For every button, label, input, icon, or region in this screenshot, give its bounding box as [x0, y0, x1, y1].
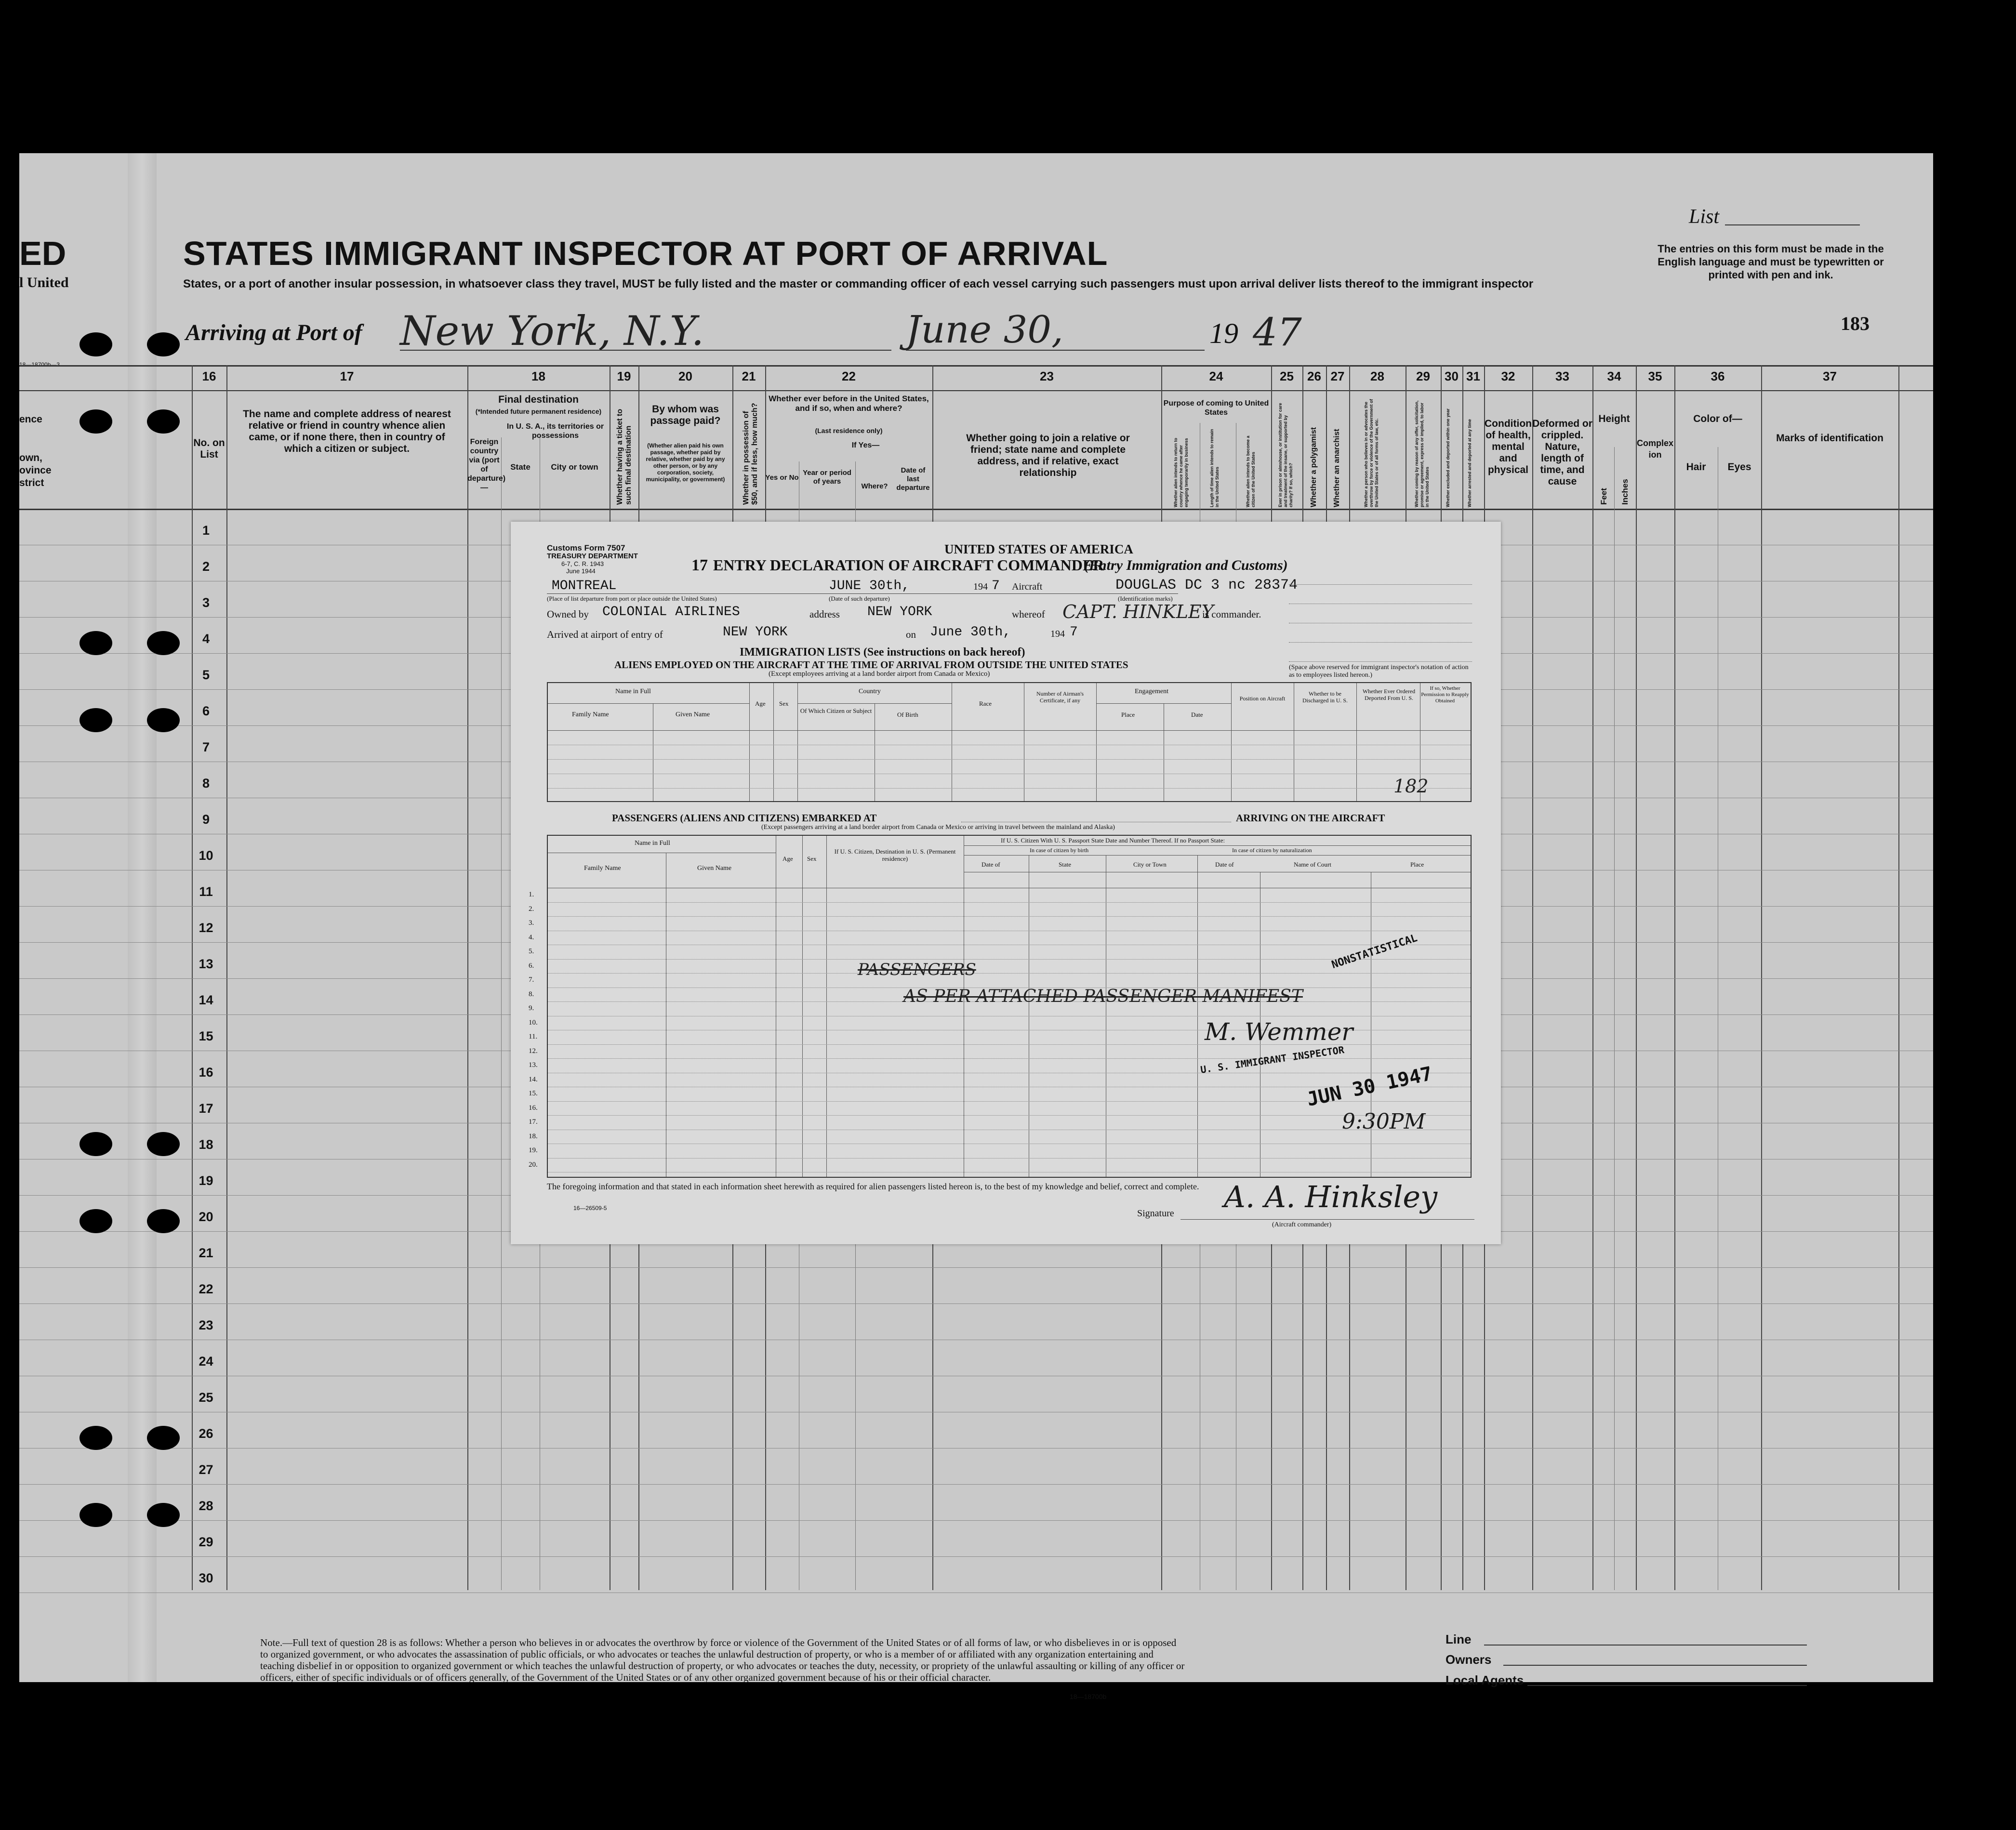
row-number: 27: [199, 1462, 213, 1477]
on-label: on: [906, 629, 916, 640]
table-row: [19, 1303, 1933, 1304]
col-divider: [1898, 365, 1899, 1590]
signature-caption: (Aircraft commander): [1272, 1221, 1332, 1228]
crew-permission-header: If so, Whether Permission to Reapply Obtained: [1421, 685, 1469, 704]
owners-label: Owners: [1446, 1652, 1492, 1667]
crew-row-line: [797, 703, 952, 704]
row-number: 15: [199, 1029, 213, 1043]
passenger-line-number: 6.: [529, 961, 534, 970]
crew-entry-line: [548, 759, 1471, 760]
date-handwritten: June 30,: [906, 308, 1063, 352]
header-bottom-border: [19, 509, 1933, 510]
arrived-date: June 30th,: [930, 625, 1011, 640]
colnum-36: 36: [1711, 369, 1725, 383]
colnum-35: 35: [1648, 369, 1662, 383]
nonstatistical-stamp: NONSTATISTICAL: [1330, 932, 1419, 972]
row-number: 20: [199, 1210, 213, 1224]
crossed-manifest-text: AS PER ATTACHED PASSENGER MANIFEST: [903, 987, 1303, 1006]
crew-table: [547, 682, 1472, 802]
pass-sex-header: Sex: [807, 855, 817, 862]
row-number: 29: [199, 1535, 213, 1549]
header-col35: Complexion: [1636, 438, 1674, 460]
row-number: 11: [199, 884, 213, 899]
pass-row-line: [964, 845, 1471, 846]
line-underline: [1484, 1645, 1807, 1646]
year-handwritten: 47: [1253, 310, 1302, 355]
crew-birth-header: Of Birth: [897, 711, 918, 718]
pass-col-line: [802, 836, 803, 1177]
subcol-divider: [1614, 447, 1615, 1590]
row-number: 30: [199, 1571, 213, 1585]
header-col22-date: Date of last departure: [896, 466, 930, 492]
arriving-on-aircraft: ARRIVING ON THE AIRCRAFT: [1236, 812, 1385, 824]
header-col34-title: Height: [1598, 413, 1630, 424]
aircraft-ident: DOUGLAS DC 3 nc 28374: [1115, 577, 1298, 593]
header-col19: Whether having a ticket to such final destination: [616, 408, 633, 505]
pass-state-header: State: [1059, 861, 1071, 868]
signature-label: Signature: [1137, 1208, 1174, 1219]
crew-discharged-header: Whether to be Discharged in U. S.: [1302, 690, 1348, 704]
left-fragment: ence: [19, 414, 42, 425]
row-number: 5: [202, 668, 210, 682]
header-col23: Whether going to join a relative or friend; state name and complete address, and if relative, exact relationship: [966, 433, 1130, 478]
passengers-except-note: (Except passengers arriving at a land border airport from Canada or Mexico or arriving in travel between the mainland and Alaska): [761, 824, 1115, 831]
pass-age-header: Age: [783, 855, 793, 862]
passengers-title: PASSENGERS (ALIENS AND CITIZENS) EMBARKED AT: [612, 812, 877, 824]
pass-date-nat-header: Date of: [1215, 861, 1234, 868]
colnum-33: 33: [1555, 369, 1569, 383]
table-row: [19, 1556, 1933, 1557]
form-title-number: 17: [691, 556, 708, 574]
pass-destination-header: If U. S. Citizen, Destination in U. S. (Permanent residence): [834, 848, 956, 862]
row-number: 17: [199, 1101, 213, 1116]
owned-label: Owned by: [547, 608, 589, 620]
row-number: 24: [199, 1354, 213, 1369]
table-row: [19, 1267, 1933, 1268]
crew-entry-line: [548, 788, 1471, 789]
pass-date-birth-header: Date of: [981, 861, 1000, 868]
passenger-line-number: 20.: [529, 1160, 538, 1169]
header-col20-title: By whom was passage paid?: [650, 404, 721, 426]
punch-hole: [147, 631, 180, 655]
departure-year-prefix: 194: [973, 581, 988, 592]
passenger-line-number: 11.: [529, 1033, 538, 1040]
time-handwritten: 9:30PM: [1342, 1109, 1426, 1134]
header-col26: Whether a polygamist: [1310, 427, 1318, 507]
passenger-line-number: 10.: [529, 1018, 538, 1027]
crew-date-header: Date: [1191, 711, 1203, 718]
colnum-22: 22: [842, 369, 856, 383]
passenger-line-number: 13.: [529, 1061, 538, 1069]
aircraft-declaration-form: [511, 522, 1501, 1244]
header-no-on-list: No. on List: [193, 437, 225, 460]
header-col22-yesno: Yes or No: [765, 474, 799, 482]
crew-col-line: [797, 683, 798, 801]
agents-underline: [1527, 1685, 1807, 1686]
colnum-21: 21: [742, 369, 756, 383]
colnum-27: 27: [1330, 369, 1345, 383]
row-number: 18: [199, 1137, 213, 1152]
instructions-text: The entries on this form must be made in the English language and must be typewritten or printed with pen and ink.: [1658, 243, 1884, 281]
crew-row-line: [1096, 703, 1231, 704]
colnum-37: 37: [1823, 369, 1837, 383]
header-col22-title: Whether ever before in the United States, and if so, when and where?: [769, 394, 929, 413]
pass-given-header: Given Name: [697, 865, 732, 872]
crew-citizen-header: Of Which Citizen or Subject: [800, 707, 872, 714]
form-title: ENTRY DECLARATION OF AIRCRAFT COMMANDER: [713, 556, 1104, 574]
header-col34-feet: Feet: [1599, 488, 1608, 505]
header-col34-inches: Inches: [1620, 479, 1630, 505]
arrived-year-prefix: 194: [1050, 629, 1065, 639]
passenger-entry-line: [548, 973, 1471, 974]
passenger-line-number: 19.: [529, 1146, 538, 1154]
punch-hole: [80, 1132, 112, 1156]
passenger-line-number: 9.: [529, 1004, 534, 1012]
passenger-table: [529, 835, 1472, 1178]
inspector-stamp: U. S. IMMIGRANT INSPECTOR: [1199, 1044, 1345, 1076]
row-number: 3: [202, 595, 210, 610]
year-prefix: 19: [1209, 317, 1238, 349]
row-number: 26: [199, 1426, 213, 1441]
owner-name: COLONIAL AIRLINES: [602, 605, 740, 619]
passenger-line-number: 15.: [529, 1090, 538, 1097]
space-reserved-note: (Space above reserved for immigrant inspector's notation of action as to employees listed hereon.): [1289, 664, 1469, 679]
colnum-17: 17: [340, 369, 354, 383]
crew-count-handwritten: 182: [1393, 776, 1429, 797]
punch-hole: [147, 1503, 180, 1527]
immigration-lists-title: IMMIGRATION LISTS (See instructions on back hereof): [740, 646, 1025, 658]
header-col17: The name and complete address of nearest relative or friend in country whence alien came, or if none there, then in country of which a citizen or subject.: [243, 408, 451, 454]
colnum-30: 30: [1445, 369, 1459, 383]
is-commander: is commander.: [1202, 608, 1261, 620]
crew-country-header: Country: [859, 688, 881, 695]
header-col18-city: City or town: [551, 462, 598, 472]
punch-hole: [147, 1209, 180, 1233]
arrived-airport: NEW YORK: [723, 625, 788, 640]
punch-hole: [80, 409, 112, 434]
subcol-divider: [501, 437, 502, 1590]
crew-place-header: Place: [1121, 711, 1135, 718]
passenger-entry-line: [548, 1158, 1471, 1159]
form-line: [547, 593, 1178, 594]
header-col18-state: State: [510, 462, 531, 472]
list-label: List: [1689, 206, 1720, 228]
header-col22-year: Year or period of years: [803, 469, 851, 486]
pass-family-header: Family Name: [584, 865, 621, 872]
passenger-line-number: 8.: [529, 990, 534, 998]
arrived-year: 7: [1070, 625, 1078, 640]
header-col36-title: Color of—: [1693, 413, 1742, 424]
header-col32: Condition of health, mental and physical: [1485, 418, 1532, 475]
date-underline: [906, 350, 1205, 351]
notation-line: [1289, 642, 1472, 643]
colnum-25: 25: [1280, 369, 1294, 383]
arriving-label: Arriving at Port of: [186, 320, 362, 345]
header-col29: Whether coming by reason of any offer, solicitation, promise or agreement, express or implied, to labor in the United States: [1414, 400, 1430, 507]
crew-row-line: [548, 703, 749, 704]
aliens-except-note: (Except employees arriving at a land border airport from Canada or Mexico): [769, 670, 990, 678]
colnum-20: 20: [678, 369, 692, 383]
col-divider: [1761, 365, 1762, 1590]
crew-col-line: [1356, 683, 1357, 801]
crew-name-header: Name in Full: [615, 688, 651, 695]
row-number: 16: [199, 1065, 213, 1080]
port-handwritten: New York, N.Y.: [400, 307, 704, 355]
header-col18-usa: In U. S. A., its territories or possessions: [506, 422, 604, 440]
row-number: 25: [199, 1390, 213, 1405]
header-col22-where: Where?: [861, 482, 888, 490]
declaration-text: The foregoing information and that stated in each information sheet herewith as required for alien passengers listed hereon is, to the best of my knowledge and belief, correct and complete.: [547, 1182, 1199, 1191]
punch-hole: [80, 332, 112, 356]
header-col24-c: Whether alien intends to become a citizen of the United States: [1246, 435, 1256, 507]
row-number: 28: [199, 1499, 213, 1513]
row-number: 9: [202, 812, 210, 827]
header-col24-b: Length of time alien intends to remain in the United States: [1209, 429, 1220, 507]
punch-hole: [80, 631, 112, 655]
left-fragment: ovince: [19, 465, 52, 476]
header-col25: Ever in prison or almshouse, or institution for care and treatment of the insane, or supported by charity? If so, which?: [1278, 403, 1293, 507]
pass-by-nat-header: In case of citizen by naturalization: [1232, 847, 1312, 854]
passenger-line-number: 1.: [529, 891, 534, 898]
passenger-entry-line: [548, 916, 1471, 917]
header-col18-title: Final destination: [498, 394, 579, 405]
list-line: [1725, 224, 1860, 225]
row-number: 8: [202, 776, 210, 790]
header-col22-note: (Last residence only): [815, 427, 883, 434]
notation-line: [1289, 584, 1472, 585]
port-underline: [400, 350, 891, 351]
header-col28: Whether a person who believes in or advocates the overthrow by force or violence of the Government of the United States or of all forms of law, etc.: [1364, 399, 1379, 507]
crew-sex-header: Sex: [779, 700, 789, 707]
row-number: 4: [202, 632, 210, 646]
passenger-line-number: 3.: [529, 919, 534, 927]
row-number: 14: [199, 993, 213, 1007]
commander-signature: A. A. Hinksley: [1224, 1179, 1438, 1214]
header-col24-a: Whether alien intends to return to country whence he came after engaging temporarily in business: [1173, 437, 1189, 507]
pass-col-line: [826, 836, 827, 1177]
date-stamp: JUN 30 1947: [1305, 1062, 1434, 1111]
arrived-label: Arrived at airport of entry of: [547, 629, 663, 640]
passenger-line-number: 14.: [529, 1075, 538, 1083]
declaration-form-number: 16—26509-5: [573, 1205, 607, 1211]
header-col37: Marks of identification: [1776, 433, 1883, 444]
punch-hole: [147, 708, 180, 732]
table-row: [19, 1520, 1933, 1521]
crew-race-header: Race: [979, 700, 992, 707]
line-label: Line: [1446, 1632, 1472, 1646]
punch-hole: [147, 332, 180, 356]
colnum-28: 28: [1370, 369, 1384, 383]
row-number: 6: [202, 704, 210, 718]
crew-family-header: Family Name: [572, 711, 609, 718]
address-label: address: [809, 608, 840, 620]
crew-age-header: Age: [755, 700, 766, 707]
punch-hole: [147, 1426, 180, 1450]
departure-year-digit: 7: [992, 579, 1000, 593]
colnum-31: 31: [1466, 369, 1480, 383]
aliens-employed-title: ALIENS EMPLOYED ON THE AIRCRAFT AT THE TIME OF ARRIVAL FROM OUTSIDE THE UNITED STATES: [614, 659, 1128, 671]
commander-name: CAPT. HINKLEY: [1062, 601, 1214, 622]
colnum-divider: [19, 390, 1933, 391]
header-col33: Deformed or crippled. Nature, length of time, and cause: [1532, 418, 1592, 487]
pass-by-birth-header: In case of citizen by birth: [1030, 847, 1089, 854]
row-number: 10: [199, 848, 213, 863]
punch-hole: [147, 409, 180, 434]
passenger-line-number: 7.: [529, 976, 534, 984]
colnum-34: 34: [1607, 369, 1621, 383]
row-number: 2: [202, 559, 210, 574]
inspector-signature: M. Wemmer: [1205, 1018, 1353, 1046]
passenger-line-number: 12.: [529, 1047, 538, 1055]
crew-row-line: [548, 730, 1471, 731]
departure-place: MONTREAL: [552, 579, 617, 593]
col-divider: [1532, 365, 1533, 1590]
colnum-26: 26: [1307, 369, 1321, 383]
row-number: 7: [202, 740, 210, 754]
pass-passport-header: If U. S. Citizen With U. S. Passport State Date and Number Thereof. If no Passport State:: [1001, 837, 1225, 844]
passenger-line-number: 16.: [529, 1104, 538, 1112]
crew-col-line: [1096, 683, 1097, 801]
punch-hole: [147, 1132, 180, 1156]
form-title-sub: (Entry Immigration and Customs): [1084, 557, 1288, 573]
left-fragment: strict: [19, 477, 44, 488]
cfr-ref: 6-7, C. R. 1943: [561, 560, 604, 567]
punch-hole: [80, 1503, 112, 1527]
passenger-line-number: 4.: [529, 933, 534, 941]
col-divider: [467, 365, 468, 1590]
crew-col-line: [749, 683, 750, 801]
header-col30: Whether excluded and deported within one year: [1446, 408, 1450, 507]
signature-line: [1180, 1219, 1474, 1220]
header-col18-note: (*Intended future permanent residence): [475, 408, 602, 415]
passenger-line-number: 5.: [529, 948, 534, 955]
passenger-entry-line: [548, 1058, 1471, 1059]
header-col24-title: Purpose of coming to United States: [1163, 399, 1269, 417]
header-col31: Whether arrested and deported at any time: [1467, 419, 1472, 507]
subtitle-left-fragment: l United: [19, 275, 69, 290]
crew-position-header: Position on Aircraft: [1239, 695, 1286, 702]
col-divider: [1636, 365, 1637, 1590]
departure-date: JUNE 30th,: [829, 579, 910, 593]
row-number: 1: [202, 523, 210, 538]
colnum-29: 29: [1416, 369, 1430, 383]
pass-place-header: Place: [1410, 861, 1424, 868]
colnum-19: 19: [617, 369, 631, 383]
colnum-16: 16: [202, 369, 216, 383]
col-divider: [1592, 365, 1593, 1590]
row-number: 21: [199, 1246, 213, 1260]
aircraft-label: Aircraft: [1012, 581, 1043, 592]
punch-hole: [80, 708, 112, 732]
departure-caption: (Place of list departure from port or place outside the United States): [547, 595, 717, 602]
owners-underline: [1503, 1665, 1807, 1666]
pass-name-header: Name in Full: [635, 840, 670, 847]
page-subtitle: States, or a port of another insular possession, in whatsoever class they travel, MUST be fully listed and the master or commanding officer of each vessel carrying such passengers must upon arrival deliver lists thereof to the immigrant inspector: [183, 277, 1534, 290]
row-number: 23: [199, 1318, 213, 1332]
table-row: [19, 1484, 1933, 1485]
crew-given-header: Given Name: [676, 711, 710, 718]
punch-hole: [80, 1209, 112, 1233]
title-left-fragment: ED: [19, 235, 66, 272]
passenger-entry-line: [548, 1115, 1471, 1116]
punch-hole: [80, 1426, 112, 1450]
page-number: 183: [1841, 313, 1870, 334]
left-fragment: own,: [19, 452, 42, 463]
col-divider: [226, 365, 227, 1590]
colnum-18: 18: [531, 369, 545, 383]
row-number: 19: [199, 1173, 213, 1188]
customs-form-number: Customs Form 7507: [547, 543, 625, 553]
crew-cert-header: Number of Airman's Certificate, if any: [1036, 690, 1084, 704]
crew-col-line: [773, 683, 774, 801]
header-col21: Whether in possession of $50, and if less, how much?: [742, 403, 759, 505]
pass-court-header: Name of Court: [1294, 861, 1331, 868]
colnum-23: 23: [1040, 369, 1054, 383]
row-number: 13: [199, 957, 213, 971]
header-col18-foreign: Foreign country via (port of departure)—: [467, 438, 506, 492]
header-col20-note: (Whether alien paid his own passage, whether paid by relative, whether paid by any other person, or by any corporation, society, municipality, or government): [646, 442, 725, 483]
col-divider: [192, 365, 193, 1590]
pass-city-header: City or Town: [1133, 861, 1167, 868]
footer-form-code: 18—18700b: [1070, 1693, 1107, 1700]
header-col36-eyes: Eyes: [1727, 461, 1751, 473]
treasury-dept: TREASURY DEPARTMENT: [547, 552, 638, 560]
ident-caption: (Identification marks): [1118, 595, 1173, 602]
passenger-line-number: 18.: [529, 1132, 538, 1140]
table-top-border: [19, 365, 1933, 367]
owner-address: NEW YORK: [867, 605, 932, 619]
crew-engagement-header: Engagement: [1135, 688, 1168, 695]
page-title: STATES IMMIGRANT INSPECTOR AT PORT OF ARRIVAL: [183, 235, 1108, 272]
colnum-24: 24: [1209, 369, 1223, 383]
passenger-entry-line: [548, 902, 1471, 903]
form-date: June 1944: [566, 567, 596, 575]
crew-deported-header: Whether Ever Ordered Deported From U. S.: [1362, 688, 1416, 701]
form-country: UNITED STATES OF AMERICA: [944, 542, 1133, 556]
row-number: 12: [199, 921, 213, 935]
colnum-32: 32: [1501, 369, 1515, 383]
header-col22-ifyes: If Yes—: [851, 441, 880, 449]
footer-note: Note.—Full text of question 28 is as follows: Whether a person who believes in or advocates the overthrow by force or violence of the Government of the United States or of all forms of law, or who disbelieves in or is opposed to organized government, or who advocates the assassination of public officials, or who advocates or teaches the unlawful destruction of property, or who is a member of or affiliated with any organization entertaining and teaching disbelief in or opposition to organized government or which teaches the unlawful destruction of property, or who advocates or teaches the duty, necessity, or propriety of the unlawful assaulting or killing of any officer or officers, either of specific individuals or of officers generally, of the Government of the United States or of any other organized government because of his or their official character.: [260, 1637, 1185, 1683]
table-form-code: 18—18700b—3: [19, 361, 60, 368]
passenger-line-number: 2.: [529, 905, 534, 913]
col-divider: [1674, 365, 1675, 1590]
row-number: 22: [199, 1282, 213, 1296]
header-col36-hair: Hair: [1686, 461, 1706, 473]
passenger-line-number: 17.: [529, 1118, 538, 1126]
date-caption: (Date of such departure): [829, 595, 890, 602]
pass-row-line: [964, 855, 1471, 856]
crew-col-line: [1231, 683, 1232, 801]
header-col27: Whether an anarchist: [1333, 429, 1341, 507]
crossed-passengers-text: PASSENGERS: [858, 960, 976, 979]
whereof-label: whereof: [1012, 608, 1045, 620]
local-agents-label: Local Agents: [1446, 1673, 1524, 1687]
notation-line: [1289, 661, 1472, 662]
